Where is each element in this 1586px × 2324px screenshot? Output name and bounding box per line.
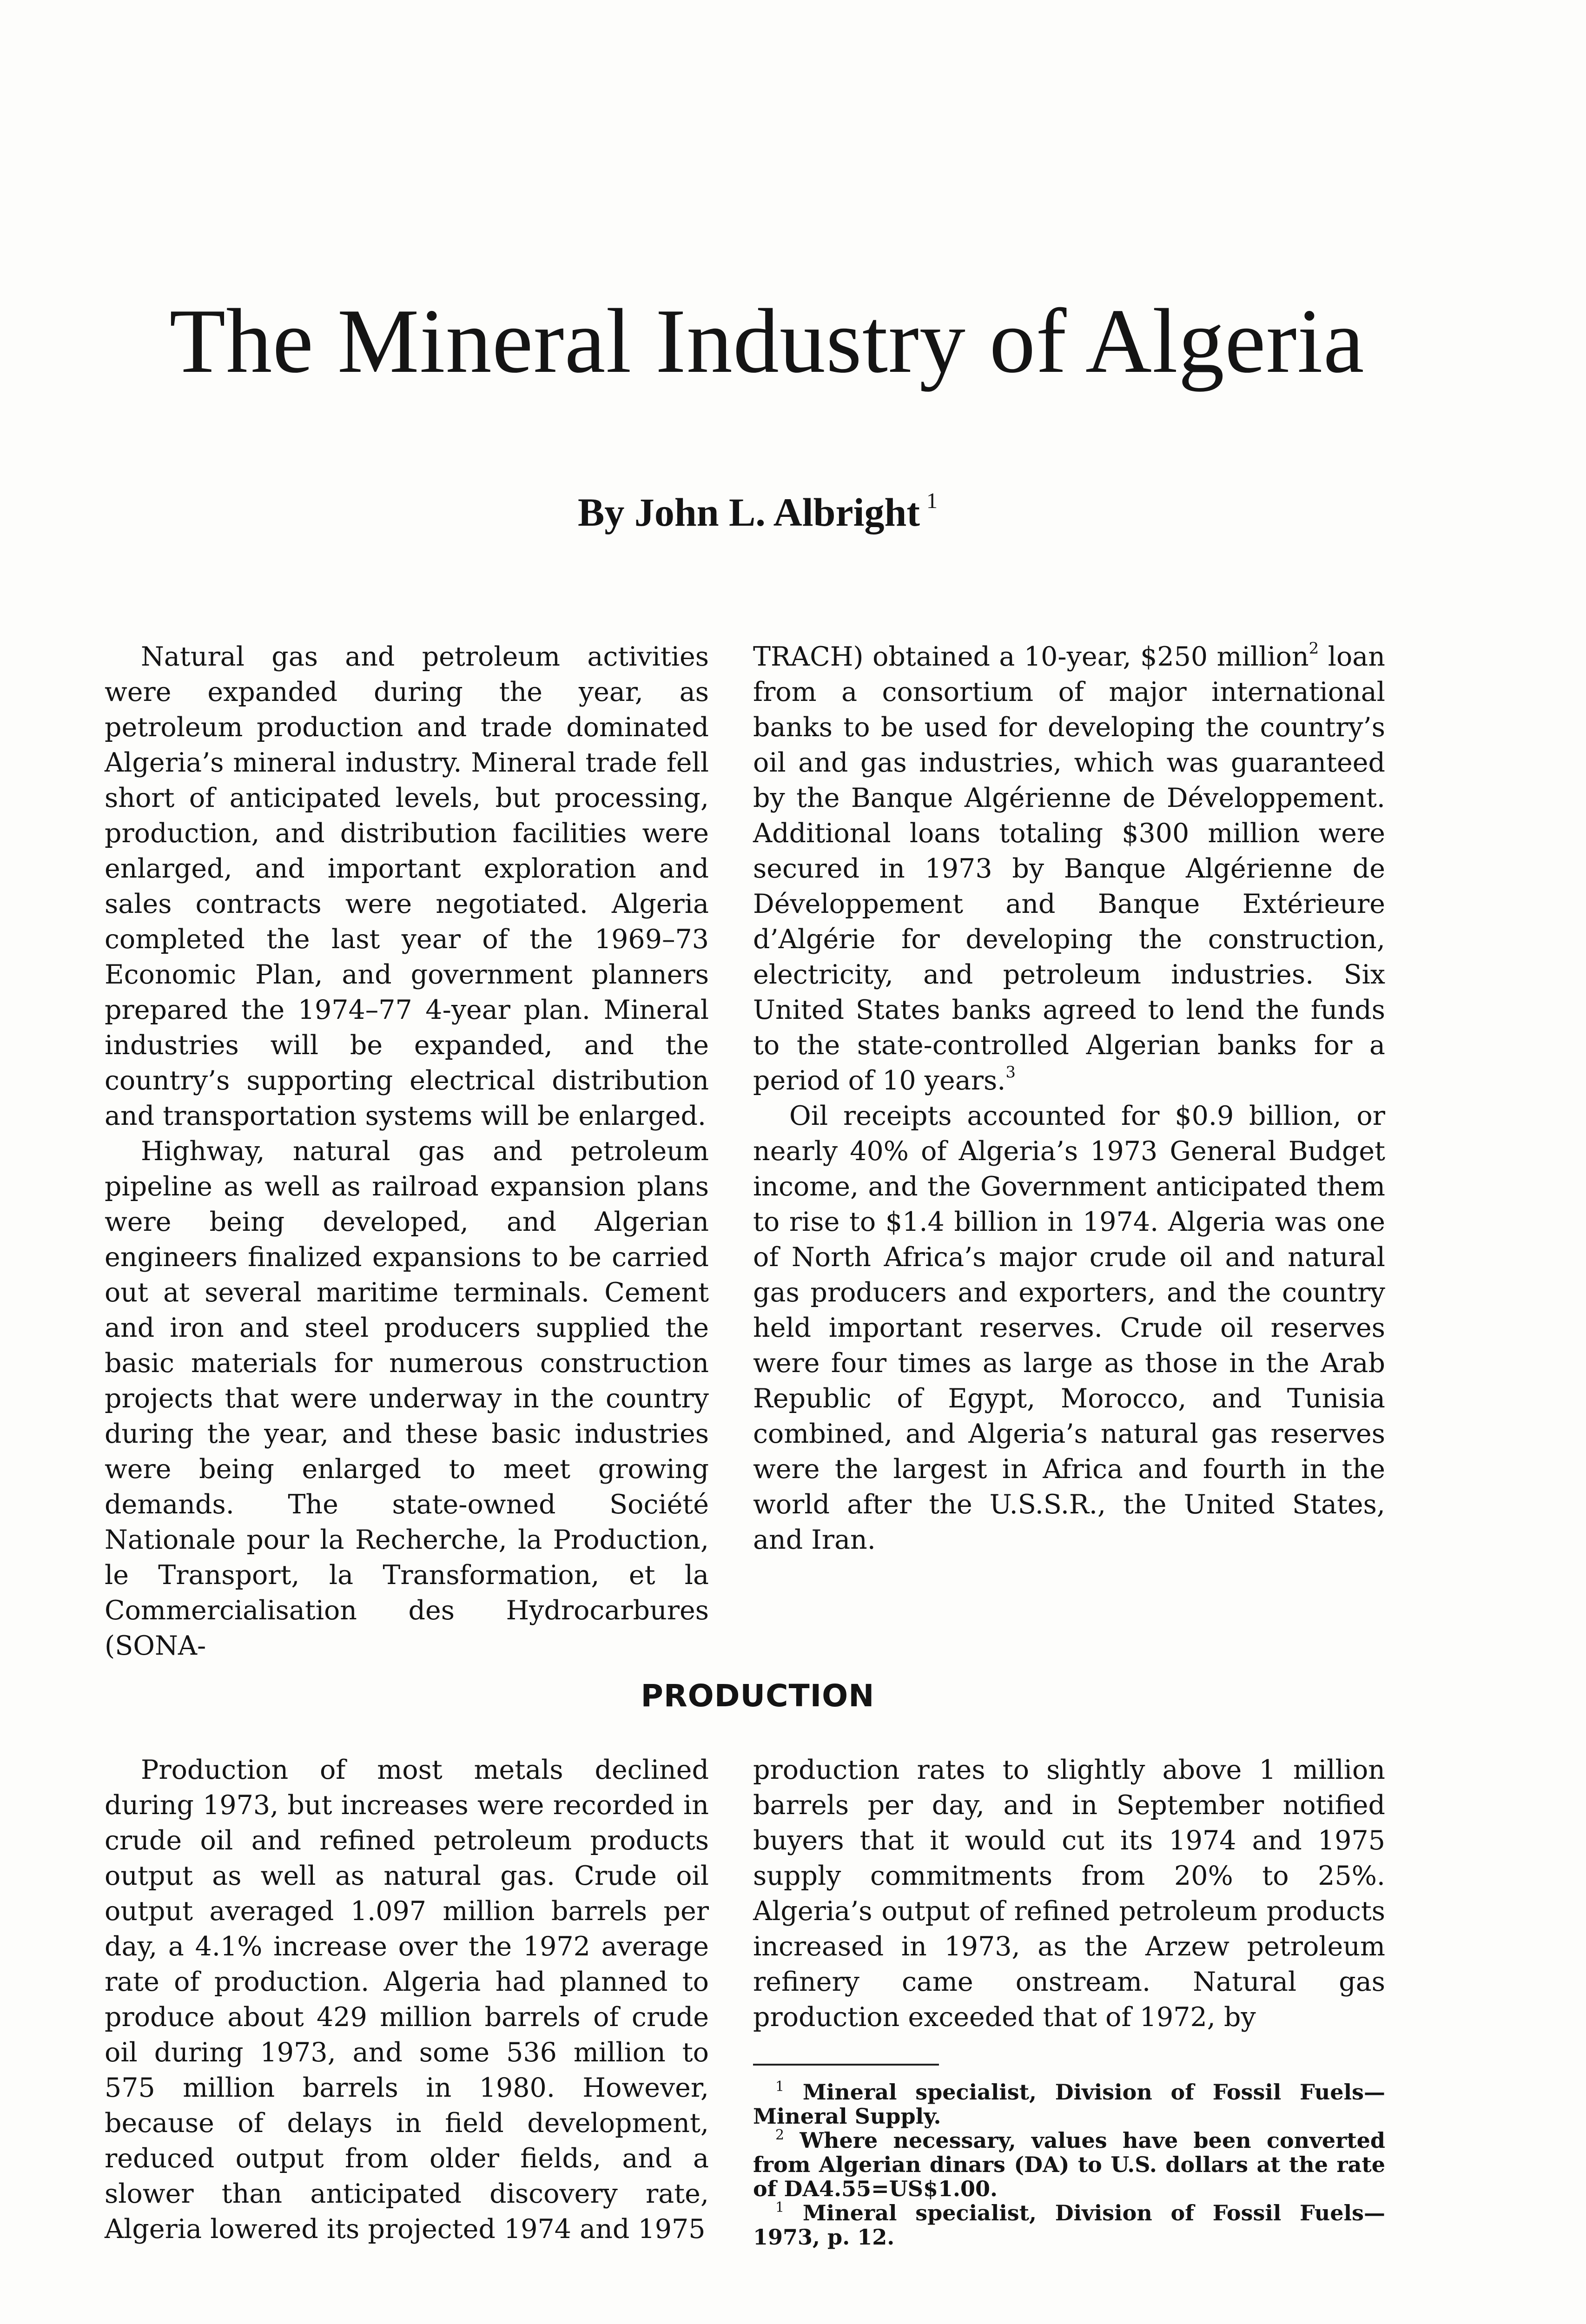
author-name: By John L. Albright bbox=[578, 490, 920, 535]
intro-right-column bbox=[753, 639, 1385, 1558]
intro-continued-paragraph bbox=[753, 639, 1385, 1098]
production-paragraph: Production of most metals declined during 1973, but increases were recorded in crude oil and refined petroleum products output as well as natural gas. Crude oil output averaged 1.097 million barrels per day, a 4.1% increase over the 1972 average rate of production. Algeria had planned to produce about 429 million barrels of crude oil during 1973, and some 536 million to 575 million barrels in 1980. However, because of delays in field development, reduced output from older fields, and a slower than anticipated discovery rate, Algeria lowered its projected 1974 and 1975 bbox=[105, 1755, 709, 2245]
intro-continued-text-a: TRACH) obtained a 10-year, $250 million bbox=[753, 641, 1309, 672]
intro-paragraph: Natural gas and petroleum activities were expanded during the year, as petroleum production and trade dominated Algeria’s mineral industry. Mineral trade fell short of anticipated levels, but processing, production, and distribution facilities were enlarged, and important exploration and sales contracts were negotiated. Algeria completed the last year of the 1969–73 Economic Plan, and government planners prepared the 1974–77 4-year plan. Mineral industries will be expanded, and the country’s supporting electrical distribution and transportation systems will be enlarged. bbox=[105, 641, 709, 1131]
section-heading-production: PRODUCTION bbox=[641, 1678, 875, 1714]
footnote bbox=[753, 2201, 1385, 2249]
footnote-ref-2: 2 bbox=[1308, 639, 1319, 658]
intro-paragraph: Highway, natural gas and petroleum pipeline as well as railroad expansion plans were being developed, and Algerian engineers finalized expansions to be carried out at several maritime terminals. Cement and iron and steel producers supplied the basic materials for numerous construction projects that were underway in the country during the year, and these basic industries were being enlarged to meet growing demands. The state-owned Société Nationale pour la Recherche, la Production, le Transport, la Transformation, et la Commercialisation des Hydrocarbures (SONA- bbox=[105, 1136, 709, 1661]
footnote bbox=[753, 2128, 1385, 2201]
footnote-ref-3: 3 bbox=[1005, 1063, 1016, 1082]
footnote-mark: 2 bbox=[775, 2127, 785, 2143]
footnote bbox=[753, 2080, 1385, 2128]
footnote-divider bbox=[753, 2064, 939, 2066]
footnotes bbox=[753, 2080, 1385, 2249]
footnote-mark: 1 bbox=[775, 2079, 785, 2095]
production-continued-paragraph: production rates to slightly above 1 million barrels per day, and in September notified buyers that it would cut its 1974 and 1975 supply commitments from 20% to 25%. Algeria’s output of refined petroleum products increased in 1973, as the Arzew petroleum refinery came onstream. Natural gas production exceeded that of 1972, by bbox=[753, 1755, 1385, 2033]
intro-paragraph: Oil receipts accounted for $0.9 billion, or nearly 40% of Algeria’s 1973 General Budget income, and the Government anticipated them to rise to $1.4 billion in 1974. Algeria was one of North Africa’s major crude oil and natural gas producers and exporters, and the country held important reserves. Crude oil reserves were four times as large as those in the Arab Republic of Egypt, Morocco, and Tunisia combined, and Algeria’s natural gas reserves were the largest in Africa and fourth in the world after the U.S.S.R., the United States, and Iran. bbox=[753, 1101, 1385, 1555]
intro-continued-text-b: loan from a consortium of major international banks to be used for developing the country’s oil and gas industries, which was guaranteed by the Banque Algérienne de Développement. Additional loans totaling $300 million were secured in 1973 by Banque Algérienne de Développement and Banque Extérieure d’Algérie for developing the construction, electricity, and petroleum industries. Six United States banks agreed to lend the funds to the state-controlled Algerian banks for a period of 10 years. bbox=[753, 641, 1385, 1096]
page-title: The Mineral Industry of Algeria bbox=[169, 290, 1365, 392]
footnote-text: Mineral specialist, Division of Fossil Fuels—Mineral Supply. bbox=[753, 2080, 1386, 2129]
production-right-column bbox=[753, 1752, 1385, 2035]
intro-left-column bbox=[105, 639, 709, 1664]
author-byline bbox=[502, 488, 1013, 535]
footnote-mark: 1 bbox=[775, 2199, 785, 2216]
author-footnote-ref: 1 bbox=[926, 489, 938, 513]
footnote-text: Where necessary, values have been converted from Algerian dinars (DA) to U.S. dollars at the rate of DA4.55=US$1.00. bbox=[753, 2128, 1385, 2201]
footnote-text: Mineral specialist, Division of Fossil Fuels—1973, p. 12. bbox=[753, 2200, 1386, 2250]
production-left-column bbox=[105, 1752, 709, 2247]
